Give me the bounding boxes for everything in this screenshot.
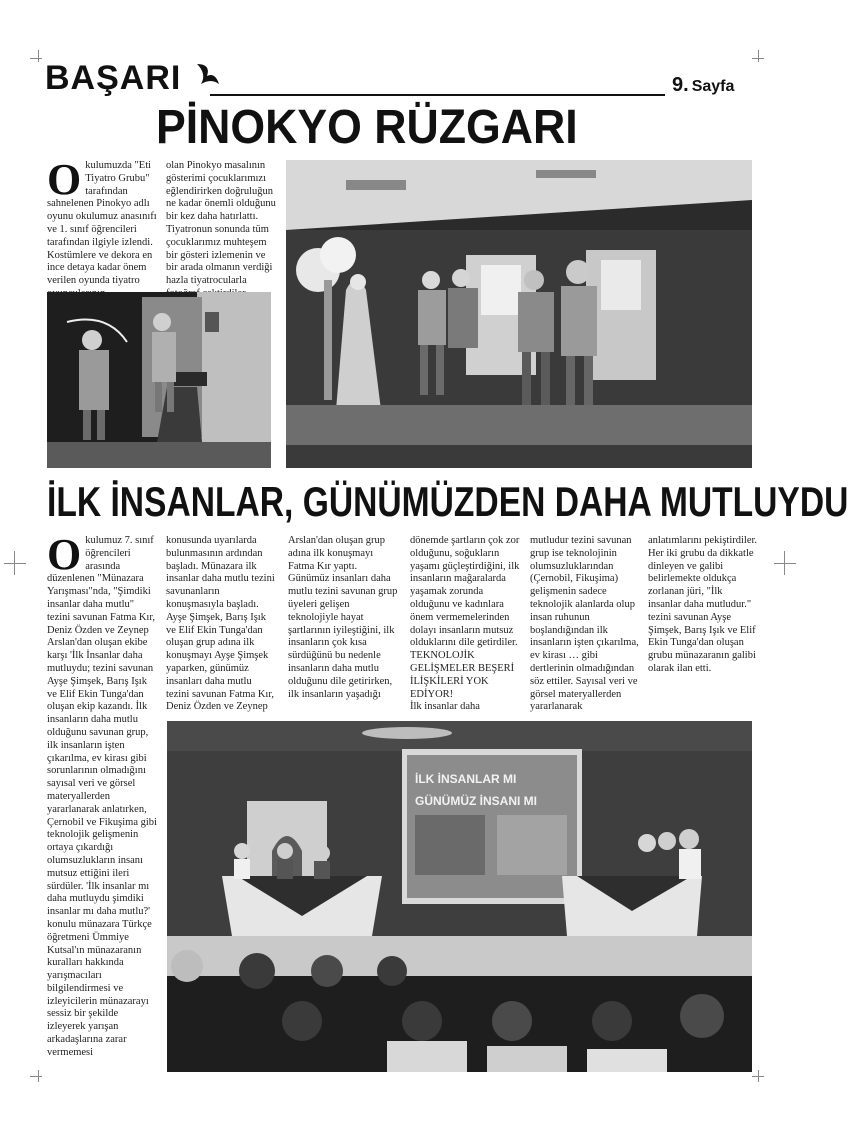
article2-text-5: mutludur tezini savunan grup ise teknolojinin olumsuzluklarından (Çernobil, Fikuşima) gelişmenin sadece teknolojik alanlarda olup insan ruhunun boşlandığından ilk insanların işten çıkarılma, ev kirası … gibi dertlerinin olmadığından söz ettiler. Sayısal veri ve görsel materyallerden yararlanarak (530, 535, 639, 713)
page-number-value: 9. (672, 74, 689, 96)
masthead-logo: BAŞARI (45, 59, 182, 97)
slide-title-line2: GÜNÜMÜZ İNSANI MI (415, 794, 537, 808)
article2-text-6: anlatımlarını pekiştirdiler. Her iki grubu da dikkatle dinleyen ve galibi belirlemekte oldukça zorlanan jüri, "İlk insanlar daha mutludur." tezini savunan Ayşe Şimşek, Barış Işık ve Elif Ekin Tunga'dan oluşan grubu münazaranın galibi olarak ilan etti. (648, 535, 758, 674)
crop-mark (38, 50, 39, 62)
article2-column-4 (410, 535, 520, 720)
article1-headline: PİNOKYO RÜZGARI (156, 101, 578, 154)
header-rule (210, 94, 665, 96)
registration-mark (774, 563, 796, 564)
article1-column-1 (47, 155, 157, 288)
swoosh-icon (193, 60, 223, 90)
article1-column-2 (166, 160, 278, 288)
crop-mark (758, 50, 759, 62)
article2-text-4a: dönemde şartların çok zor olduğunu, soğukların yaşamı güçleştirdiğini, ilk insanların mağaralarda yaşamak zorunda olduğunu ve kadınlara önem vermemelerinden dolayı insanların mutsuz olduklarını dile getirdiler. (410, 535, 520, 649)
crop-mark (752, 58, 764, 59)
crop-mark (752, 1076, 764, 1077)
article2-text-3: Arslan'dan oluşan grup adına ilk konuşmayı Fatma Kır yaptı. Günümüz insanları daha mutlu tezini savunan grup üyeleri gelişen teknolojiyle hayat şartlarının iyileştiğini, ilk insanların çok kısa sürdüğünü bu nedenle insanların daha mutlu olduğunu dile getirirken, ilk insanların yaşadığı (288, 535, 398, 700)
page-number (672, 74, 734, 97)
debate-photo (167, 721, 752, 1072)
article2-dropcap: O (47, 530, 82, 579)
article2-text-1: kulumuz 7. sınıf öğrencileri arasında düzenlenen "Münazara Yarışması"nda, "Şimdiki insanlar daha mutlu" tezini savunan Fatma Kır, Deniz Özden ve Zeynep Arslan'dan oluşan ekibe karşı 'İlk İnsanlar daha mutluydu; tezini savunan Ayşe Şimşek, Barış Işık ve Elif Ekin Tunga'dan oluşan ekip kazandı. İlk insanların daha mutlu olduğunu savunan grup, ilk insanların işten çıkarılma, ev kirası gibi sorunlarının olmadığını sayısal veri ve görsel materyallerden yararlanarak anlatırken, Çernobil ve Fikuşima gibi teknolojik gelişmenin ortaya çıkardığı olumsuzlukların insanı mutsuz ettiğini ileri sürdüler. 'İlk insanlar mı daha mutluydu şimdiki insanlar mı daha mutlu?' konulu münazara Türkçe öğretmeni Ümmiye Kutsal'ın münazaranın kuralları hakkında yarışmacıları bilgilendirmesi ve izleyicilerin münazarayı sessiz bir şekilde izleyerek yarışan arkadaşlarına zarar vermemesi (47, 535, 157, 1058)
article2-column-1 (47, 530, 159, 1073)
article1-text-2: olan Pinokyo masalının gösterimi çocuklarımızı eğlendirirken doğruluğun ne kadar önemli olduğunu bir kez daha hatırlattı. Tiyatronun sonunda tüm çocuklarımız muhteşem bir gösteri izlemenin ve bir arada olmanın verdiği hazla tiyatrocularla (166, 160, 276, 287)
article2-text-2: konusunda uyarılarda bulunmasının ardından başladı. Münazara ilk insanlar daha mutlu tezini savunanların konuşmasıyla başladı. Ayşe Şimşek, Barış Işık ve Elif Ekin Tunga'dan oluşan grup adına ilk konuşmayı Ayşe Şimşek yaparken, günümüz insanları daha mutlu tezini savunan Fatma Kır, Deniz Özden ve Zeynep (166, 535, 275, 713)
article2-subhead: TEKNOLOJİK GELİŞMELER BEŞERİ İLİŞKİLERİ YOK EDİYOR! (410, 650, 515, 700)
article2-headline: İLK İNSANLAR, GÜNÜMÜZDEN DAHA MUTLUYDU (47, 478, 848, 525)
theater-photo-large (286, 160, 752, 468)
crop-mark (30, 58, 42, 59)
article1-text-1: kulumuzda "Eti Tiyatro Grubu" tarafından sahnelenen Pinokyo adlı oyunu okulumuz anasınıfı ve 1. sınıf öğrencileri tarafından ilgiyle izlendi. Kostümlere ve dekora en ince detaya kadar önem verilen oyunda tiyatro (47, 160, 157, 287)
slide-title-line1: İLK İNSANLAR MI (415, 772, 517, 786)
article2-column-5 (530, 535, 640, 720)
crop-mark (30, 1076, 42, 1077)
page-number-label: Sayfa (691, 78, 735, 95)
article1-dropcap: O (47, 155, 82, 204)
article2-column-2 (166, 535, 276, 720)
theater-photo-small (47, 292, 271, 468)
article2-column-6 (648, 535, 758, 720)
article2-text-4c: İlk insanlar daha (410, 701, 480, 713)
registration-mark (4, 563, 26, 564)
masthead (45, 58, 205, 98)
article2-column-3 (288, 535, 398, 720)
